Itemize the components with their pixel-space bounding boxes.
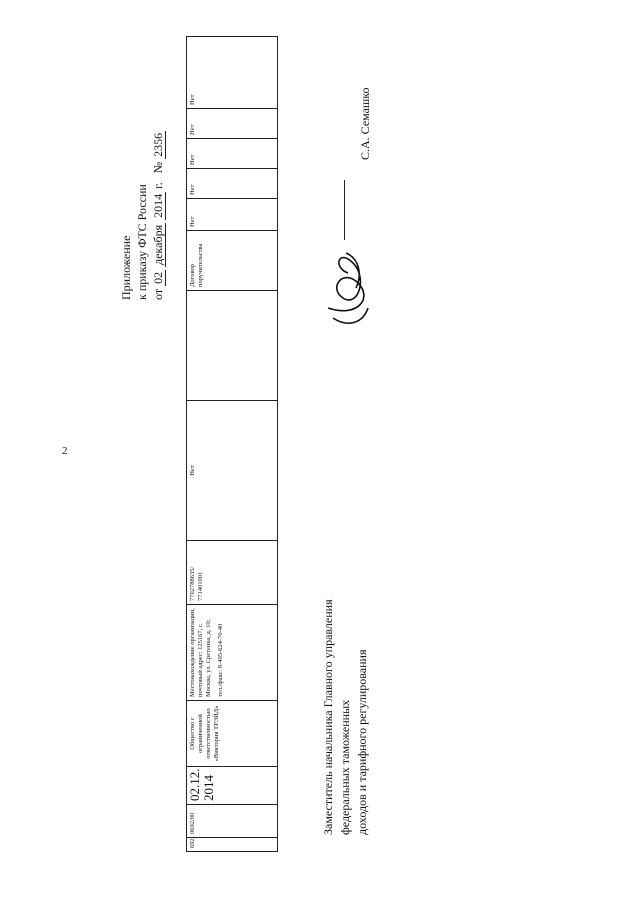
appendix-date-line: от 02 декабря 2014 г. № 2356 [151,132,165,300]
organization-name: Общество с ограниченной ответственностью «Виктория ТРЭЙД» [187,701,278,767]
appendix-header [118,60,166,300]
order-number: 2356 [151,132,165,157]
col-b: Нет [187,169,278,199]
col-c: Нет [187,139,278,169]
col-d: Нет [187,109,278,139]
blank-cell [187,291,278,401]
registration-number: 0692/00 [187,805,278,838]
row-index: 692 [187,838,278,852]
order-day: 02 [151,271,165,284]
inn-kpp: 7702788635/ 771401001 [187,541,278,605]
contract-type: Договор поручительства [187,231,278,291]
order-year: 2014 [151,193,165,218]
note-cell: Нет [187,401,278,541]
col-a: Нет [187,199,278,231]
table-row [187,37,278,852]
signature-line [344,180,345,240]
signer-name: С.А. Семашко [358,87,372,160]
page-number: 2 [62,445,68,457]
organization-address: Местонахождение организации, почтовый адрес: 125167, г. Москва, ул. Сретенка, д. 10; тел./факс: 8-495-624-70-40 [187,605,278,701]
order-month: декабря [151,224,165,265]
registry-table [186,37,278,852]
registration-date: 02.12. 2014 [187,767,278,805]
signatory-title: Заместитель начальника Главного управления федеральных таможенных доходов и тарифного регулирования [321,599,369,835]
col-e: Нет [187,37,278,109]
handwritten-signature [318,238,378,333]
appendix-order-ref: к приказу ФТС России [135,184,149,300]
appendix-title: Приложение [119,235,133,300]
